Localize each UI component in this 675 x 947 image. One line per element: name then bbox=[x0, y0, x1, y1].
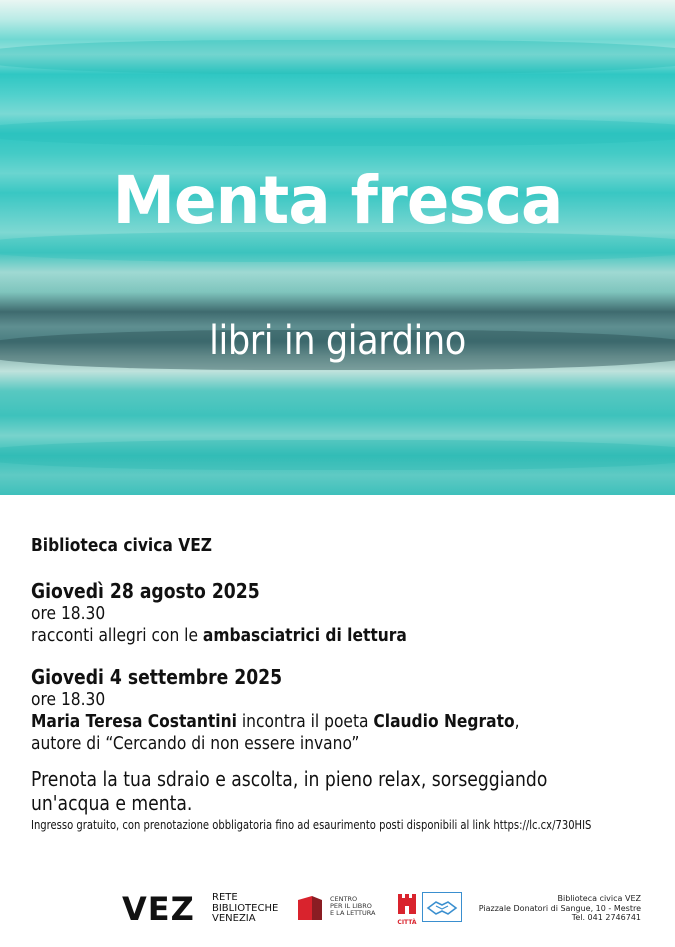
event2-poet: Claudio Negrato bbox=[373, 711, 515, 732]
citta-label: CITTÀ bbox=[397, 919, 417, 926]
rete-biblioteche-label: RETE BIBLIOTECHE VENEZIA bbox=[212, 892, 279, 924]
event2-host: Maria Teresa Costantini bbox=[31, 711, 237, 732]
event-title: Menta fresca bbox=[112, 162, 563, 239]
event-subtitle: libri in giardino bbox=[209, 318, 466, 364]
event2-comma: , bbox=[514, 711, 520, 732]
invite-line-2: un'acqua e menta. bbox=[31, 791, 193, 815]
watercolor-stripe bbox=[0, 40, 675, 74]
event1-desc-bold: ambasciatrici di lettura bbox=[202, 625, 407, 646]
event2-author-line: autore di “Cercando di non essere invano” bbox=[31, 733, 360, 754]
venue-name: Biblioteca civica VEZ bbox=[31, 535, 213, 556]
centro-libro-logo-icon bbox=[296, 894, 324, 922]
event1-date: Giovedì 28 agosto 2025 bbox=[31, 579, 260, 603]
watercolor-stripe bbox=[0, 118, 675, 146]
footer-logos bbox=[0, 884, 675, 934]
castle-icon bbox=[396, 892, 418, 914]
event1-time: ore 18.30 bbox=[31, 603, 106, 624]
event-details bbox=[31, 535, 661, 832]
invite-line-1: Prenota la tua sdraio e ascolta, in pieno relax, sorseggiando bbox=[31, 767, 548, 791]
event1-desc-prefix: racconti allegri con le bbox=[31, 625, 203, 646]
watercolor-stripe bbox=[0, 440, 675, 470]
booking-notice: Ingresso gratuito, con prenotazione obbligatoria fino ad esaurimento posti disponibili al link https://lc.cx/730HIS bbox=[31, 817, 592, 832]
citta-che-legge-logo bbox=[396, 892, 418, 924]
vez-logo: VEZ bbox=[122, 890, 195, 928]
handshake-logo-icon bbox=[422, 892, 462, 922]
event2-middle: incontra il poeta bbox=[236, 711, 374, 732]
event2-description bbox=[31, 711, 661, 733]
library-address: Biblioteca civica VEZ Piazzale Donatori di Sangue, 10 - Mestre Tel. 041 2746741 bbox=[478, 894, 641, 922]
event2-time: ore 18.30 bbox=[31, 689, 106, 710]
event2-date: Giovedi 4 settembre 2025 bbox=[31, 665, 283, 689]
centro-libro-label: CENTRO PER IL LIBRO E LA LETTURA bbox=[330, 895, 376, 917]
event1-description bbox=[31, 625, 661, 647]
